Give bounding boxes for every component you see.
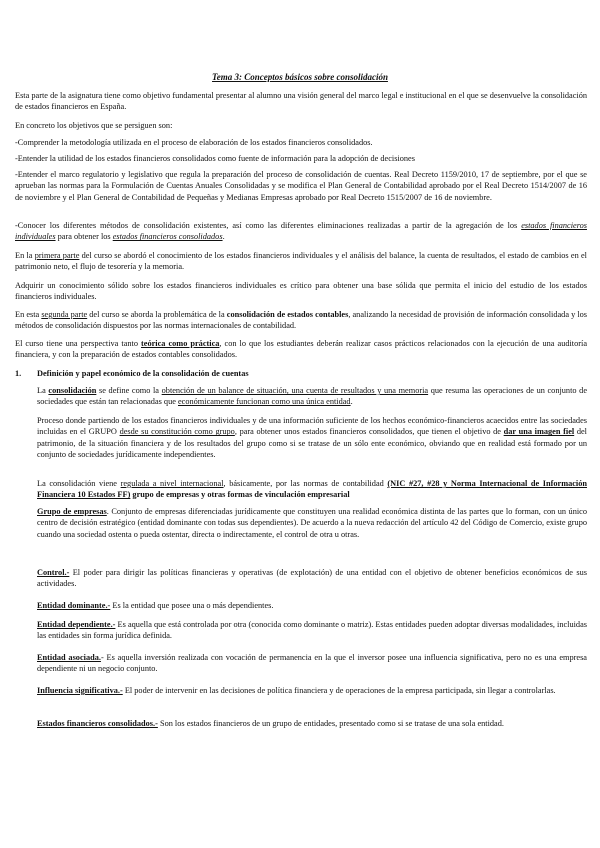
text-run: , con lo que los estudiantes deberán realizar casos prácticos relacionados con la ejecución de una auditoría financiera, y con la preparación de estados contables consolidados. [15, 339, 587, 360]
text-run: . [222, 232, 225, 242]
definition-paragraph [37, 385, 587, 408]
definition-dependiente [37, 619, 587, 642]
regulation-paragraph [37, 478, 587, 501]
objectives-intro: En concreto los objetivos que se persiguen son: [15, 121, 173, 130]
definition-term: Control.- [37, 568, 70, 577]
second-part-paragraph [15, 309, 587, 332]
section-heading [15, 368, 249, 379]
text-run: La [37, 386, 49, 395]
text-run: , básicamente, por las normas de contabilidad [223, 479, 388, 488]
emphasis-text: obtención de un balance de situación, una cuenta de resultados y una memoria [161, 386, 429, 395]
text-run: , para obtener unos estados financieros consolidados, que tienen el objetivo de [234, 427, 504, 437]
definition-term: Estados financieros consolidados.- [37, 719, 158, 728]
section-number: 1. [15, 369, 22, 378]
definition-term: Entidad dependiente.- [37, 620, 116, 629]
emphasis-text: desde su constitución como grupo [119, 427, 235, 437]
knowledge-paragraph: Adquirir un conocimiento sólido sobre los estados financieros individuales es crítico para obtener una base sólida que permita el inicio del estudio de los estados financieros individuales. [15, 281, 587, 302]
text-run: En esta [15, 310, 42, 319]
definition-control [37, 567, 587, 590]
first-part-paragraph [15, 250, 587, 273]
definition-text: Son los estados financieros de un grupo de entidades, presentado como si se tratase de una sola entidad. [157, 719, 504, 728]
definition-text: El poder para dirigir las políticas financieras y operativas (de explotación) de una entidad con el objetivo de obtener beneficios económicos de sus actividades. [37, 568, 587, 589]
text-run: se define como la [96, 386, 162, 395]
emphasis-text: dar una imagen fiel [503, 427, 575, 437]
page-title: Tema 3: Conceptos básicos sobre consolidación [212, 72, 388, 82]
emphasis-text: económicamente funcionan como una única entidad [178, 397, 351, 407]
definition-term: Influencia significativa.- [37, 686, 123, 695]
text-run: El curso tiene una perspectiva tanto [15, 339, 142, 348]
definition-term: Grupo de empresas [37, 507, 107, 516]
definition-influencia [37, 685, 587, 696]
process-paragraph [37, 415, 587, 461]
text-run: En la [15, 251, 35, 260]
definition-consolidados [37, 718, 587, 729]
objective-2: -Entender la utilidad de los estados financieros consolidados como fuente de información para la adopción de decisiones [15, 154, 415, 163]
emphasis-text: grupo de empresas y otras formas de vinculación empresarial [130, 490, 350, 500]
emphasis-text: primera parte [34, 251, 80, 260]
intro-paragraph: Esta parte de la asignatura tiene como objetivo fundamental presentar al alumno una visión general del marco legal e institucional en el que se desenvuelve la consolidación de estados financieros en España. [15, 91, 587, 112]
text-run: Proceso donde partiendo de los estados financieros individuales y de una información suficiente de los hechos económico-financieros acaecidos entre las sociedades incluidas en el GRUPO [37, 416, 587, 437]
definition-term: Entidad dominante.- [37, 601, 111, 610]
emphasis-text: (NIC #27, #28 y Norma Internacional de Información Financiera 10 Estados FF) [37, 479, 588, 500]
definition-text: Es la entidad que posee una o más dependientes. [110, 601, 274, 610]
objective-1: -Comprender la metodología utilizada en el proceso de elaboración de los estados financieros consolidados. [15, 138, 373, 147]
objective-4 [15, 220, 587, 243]
text-run: para obtener los [55, 232, 113, 242]
text-run: que resuma las operaciones de un conjunto de sociedades que están tan relacionadas que [37, 386, 588, 407]
text-run: , analizando la necesidad de provisión de información consolidada y los métodos de consolidación dispuestos por las normas internacionales de contabilidad. [15, 310, 588, 331]
definition-dominante [37, 600, 587, 611]
text-run: La consolidación viene [37, 479, 121, 488]
text-run: del curso se aborda la problemática de la [87, 310, 227, 319]
definition-asociada [37, 652, 587, 675]
text-run: . [350, 397, 353, 407]
text-run: del curso se abordó el conocimiento de los estados financieros individuales y el análisis del balance, la cuenta de resultados, el estado de cambios en el patrimonio neto, el flujo de tesorería y la memoria. [15, 251, 587, 272]
emphasis-text: estados financieros consolidados [112, 232, 223, 242]
emphasis-text: regulada a nivel internacional [120, 479, 224, 488]
section-title: Definición y papel económico de la consolidación de cuentas [37, 369, 249, 378]
definition-text: - Es aquella inversión realizada con vocación de permanencia en la que el inversor posee una influencia significativa, pero no es una empresa dependiente ni un negocio conjunto. [37, 653, 587, 674]
text-run: -Conocer los diferentes métodos de consolidación existentes, así como las diferentes eliminaciones realizadas a partir de la agregación de los [15, 221, 522, 230]
definition-text: Es aquella que está controlada por otra (conocida como dominante o matriz). Estas entidades pueden adoptar diversas modalidades, incluidas las entidades sin forma jurídica definida. [37, 620, 587, 641]
definition-text: El poder de intervenir en las decisiones de política financiera y de operaciones de la empresa participada, sin llegar a controlarlas. [122, 686, 556, 695]
emphasis-text: consolidación [48, 386, 97, 395]
perspective-paragraph [15, 338, 587, 361]
emphasis-text: teórica como práctica [141, 339, 220, 348]
emphasis-text: estados financieros individuales [15, 221, 587, 242]
definition-text: . Conjunto de empresas diferenciadas jurídicamente que constituyen una realidad económica distinta de las partes que lo forman, con un único centro de decisión estratégico (entidad dominante con todas sus dependientes). De acuerdo a la nueva redacción del artículo 42 del Código de Comercio, existe grupo cuando una sociedad ostenta o pueda ostentar, directa o indirectamente, el control de otra u otras. [37, 507, 587, 539]
emphasis-text: consolidación de estados contables [226, 310, 349, 319]
text-run: del patrimonio, de la situación financiera y de los resultados del grupo como si se tratase de un sólo ente económico, obviando que en realidad está formado por un conjunto de sociedades jurídicamente independientes. [37, 427, 587, 460]
emphasis-text: segunda parte [41, 310, 88, 319]
definition-grupo [37, 506, 587, 540]
objective-3: -Entender el marco regulatorio y legislativo que regula la preparación del proceso de consolidación de cuentas. Real Decreto 1159/2010, 17 de septiembre, por el que se aprueban las normas para la Formulación de Cuentas Anuales Consolidadas y se modifica el Plan General de Contabilidad aprobado por el Real Decreto 1514/2007 de 16 de noviembre y el Plan General de Contabilidad de Pequeñas y Medianas Empresas aprobado por Real Decreto 1515/2007 de 16 de noviembre. [15, 170, 587, 202]
definition-term: Entidad asociada. [37, 653, 101, 662]
